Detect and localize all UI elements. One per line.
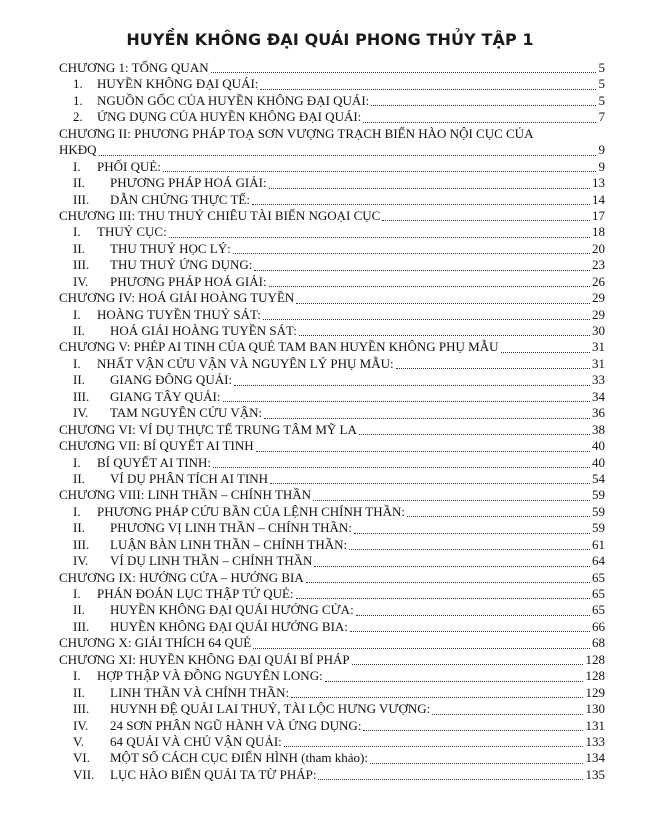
toc-page-number: 40 bbox=[592, 438, 605, 454]
toc-item-row[interactable] bbox=[59, 685, 605, 701]
toc-page-number: 40 bbox=[592, 454, 605, 470]
toc-page-number: 68 bbox=[592, 635, 605, 651]
toc-entry-text: HOÁ GIẢI HOÀNG TUYỀN SÁT: bbox=[110, 323, 297, 338]
toc-page-number: 59 bbox=[592, 503, 605, 519]
toc-item-row[interactable] bbox=[59, 175, 605, 191]
toc-page-number: 5 bbox=[598, 92, 605, 108]
dot-leader bbox=[163, 171, 596, 172]
toc-entry-text: CHƯƠNG IV: HOÁ GIẢI HOÀNG TUYỀN bbox=[59, 290, 295, 306]
dot-leader bbox=[306, 582, 590, 583]
toc-item-row[interactable] bbox=[59, 767, 605, 783]
dot-leader bbox=[256, 451, 590, 452]
toc-page-number: 59 bbox=[592, 487, 605, 503]
toc-page-number: 33 bbox=[592, 372, 605, 388]
toc-item-number: I. bbox=[73, 668, 81, 684]
toc-item-number: IV. bbox=[73, 405, 89, 421]
toc-chapter-row[interactable] bbox=[59, 290, 605, 306]
dot-leader bbox=[169, 237, 590, 238]
toc-entry-text: CHƯƠNG II: PHƯƠNG PHÁP TOẠ SƠN VƯỢNG TRẠCH BIẾN HÀO NỘI CỤC CỦA bbox=[59, 125, 534, 141]
toc-entry-text: LỤC HÀO BIẾN QUẢI TA TỪ PHÁP: bbox=[110, 766, 317, 782]
toc-entry-text: LUẬN BÀN LINH THẦN – CHÍNH THẦN: bbox=[110, 536, 348, 552]
dot-leader bbox=[350, 631, 590, 632]
dot-leader bbox=[233, 253, 590, 254]
toc-page-number: 5 bbox=[598, 76, 605, 92]
toc-page-number: 38 bbox=[592, 421, 605, 437]
dot-leader bbox=[359, 434, 590, 435]
toc-page-number: 30 bbox=[592, 323, 605, 338]
toc-entry-text: CHƯƠNG VIII: LINH THẦN – CHÍNH THẦN bbox=[59, 487, 312, 503]
toc-entry-text: ỨNG DỤNG CỦA HUYỀN KHÔNG ĐẠI QUÁI: bbox=[97, 109, 362, 125]
toc-item-number: II. bbox=[73, 470, 85, 486]
toc-item-row[interactable] bbox=[59, 520, 605, 536]
toc-page-number: 5 bbox=[598, 60, 605, 75]
dot-leader bbox=[318, 779, 583, 780]
toc-item-number: II. bbox=[73, 175, 85, 191]
toc-item-number: II. bbox=[73, 323, 85, 338]
toc-chapter-row[interactable] bbox=[59, 635, 605, 651]
toc-item-row[interactable] bbox=[59, 224, 605, 240]
toc-page-number: 128 bbox=[585, 668, 605, 684]
toc-item-row[interactable] bbox=[59, 307, 605, 323]
dot-leader bbox=[99, 155, 596, 156]
dot-leader bbox=[356, 615, 590, 616]
toc-entry-text: PHƯƠNG PHÁP HOÁ GIẢI: bbox=[110, 273, 267, 289]
toc-entry-text: MỘT SỐ CÁCH CỤC ĐIỂN HÌNH (tham khảo): bbox=[110, 750, 368, 766]
toc-page-number: 26 bbox=[592, 273, 605, 289]
dot-leader bbox=[291, 697, 583, 698]
toc-chapter-row[interactable] bbox=[59, 339, 605, 355]
toc-item-number: 1. bbox=[73, 76, 83, 92]
toc-page-number: 130 bbox=[585, 701, 605, 717]
toc-page-number: 9 bbox=[598, 158, 605, 174]
toc-entry-text: TAM NGUYÊN CỬU VẬN: bbox=[110, 405, 263, 421]
dot-leader bbox=[260, 89, 596, 90]
toc-item-row[interactable] bbox=[59, 274, 605, 290]
toc-item-number: II. bbox=[73, 240, 85, 256]
toc-page-number: 34 bbox=[592, 388, 605, 404]
dot-leader bbox=[269, 188, 590, 189]
toc-chapter-row[interactable] bbox=[59, 487, 605, 503]
toc-page-number: 7 bbox=[598, 109, 605, 125]
toc-chapter-row[interactable] bbox=[59, 438, 605, 454]
toc-entry-text: HUYỀN KHÔNG ĐẠI QUÁI HƯỚNG CỬA: bbox=[110, 602, 354, 618]
dot-leader bbox=[501, 352, 590, 353]
dot-leader bbox=[284, 746, 583, 747]
toc-item-row[interactable] bbox=[59, 504, 605, 520]
toc-page-number: 131 bbox=[585, 717, 605, 733]
toc-chapter-row[interactable] bbox=[59, 142, 605, 158]
toc-page-number: 36 bbox=[592, 405, 605, 421]
toc-item-row[interactable] bbox=[59, 356, 605, 372]
toc-page-number: 134 bbox=[585, 750, 605, 766]
dot-leader bbox=[363, 122, 596, 123]
toc-entry-text: HỢP THẬP VÀ ĐỒNG NGUYÊN LONG: bbox=[97, 668, 323, 684]
toc-entry-text: CHƯƠNG 1: TỔNG QUAN bbox=[59, 60, 209, 75]
toc-item-row[interactable] bbox=[59, 455, 605, 471]
toc-chapter-row[interactable] bbox=[59, 208, 605, 224]
toc-item-number: III. bbox=[73, 191, 90, 207]
toc-page-number: 128 bbox=[585, 651, 605, 667]
toc-entry-text: 24 SƠN PHÂN NGŨ HÀNH VÀ ỨNG DỤNG: bbox=[110, 717, 362, 733]
toc-item-number: 1. bbox=[73, 92, 83, 108]
toc-entry-text: CHƯƠNG V: PHÉP AI TINH CỦA QUẺ TAM BAN HUYỀN KHÔNG PHỤ MẪU bbox=[59, 339, 499, 355]
toc-entry-text: LINH THẦN VÀ CHÍNH THẦN: bbox=[110, 684, 290, 700]
toc-chapter-row[interactable] bbox=[59, 126, 605, 142]
toc-item-row[interactable] bbox=[59, 750, 605, 766]
toc-page-number: 65 bbox=[592, 586, 605, 601]
dot-leader bbox=[363, 730, 583, 731]
toc-entry-text: NHẤT VẬN CỬU VẬN VÀ NGUYÊN LÝ PHỤ MẪU: bbox=[97, 355, 394, 371]
toc-item-row[interactable] bbox=[59, 257, 605, 273]
dot-leader bbox=[432, 714, 583, 715]
toc-page-number: 31 bbox=[592, 355, 605, 371]
toc-entry-text: PHƯƠNG PHÁP CỨU BẦN CỦA LỆNH CHÍNH THẦN: bbox=[97, 503, 406, 519]
toc-item-row[interactable] bbox=[59, 701, 605, 717]
dot-leader bbox=[264, 418, 590, 419]
toc-item-number: IV. bbox=[73, 273, 89, 289]
toc-item-number: 2. bbox=[73, 109, 83, 125]
dot-leader bbox=[296, 303, 590, 304]
toc-page-number: 17 bbox=[592, 207, 605, 223]
toc-entry-text: CHƯƠNG VI: VÍ DỤ THỰC TẾ TRUNG TÂM MỸ LA bbox=[59, 421, 357, 437]
toc-item-number: I. bbox=[73, 158, 81, 174]
dot-leader bbox=[396, 368, 590, 369]
toc-page-number: 18 bbox=[592, 224, 605, 240]
toc-item-row[interactable] bbox=[59, 668, 605, 684]
dot-leader bbox=[299, 335, 590, 336]
toc-entry-text: PHÁN ĐOÁN LỤC THẬP TỨ QUẺ: bbox=[97, 586, 294, 601]
dot-leader bbox=[213, 467, 590, 468]
toc-entry-text: HUYNH ĐỆ QUẢI LAI THUỶ, TÀI LỘC HƯNG VƯỢNG: bbox=[110, 701, 431, 717]
toc-entry-text: VÍ DỤ LINH THẦN – CHÍNH THẦN bbox=[110, 553, 313, 569]
toc-chapter-row[interactable] bbox=[59, 60, 605, 76]
dot-leader bbox=[211, 72, 596, 73]
toc-item-row[interactable] bbox=[59, 586, 605, 602]
toc-item-number: III. bbox=[73, 618, 90, 634]
toc-entry-text: CHƯƠNG IX: HƯỚNG CỬA – HƯỚNG BIA bbox=[59, 569, 304, 585]
toc-item-number: VII. bbox=[73, 766, 95, 782]
dot-leader bbox=[382, 220, 590, 221]
dot-leader bbox=[234, 385, 590, 386]
dot-leader bbox=[349, 549, 590, 550]
toc-item-row[interactable] bbox=[59, 537, 605, 553]
toc-item-number: I. bbox=[73, 306, 81, 322]
toc-item-row[interactable] bbox=[59, 405, 605, 421]
toc-item-number: II. bbox=[73, 602, 85, 618]
toc-item-row[interactable] bbox=[59, 718, 605, 734]
toc-entry-text: CHƯƠNG VII: BÍ QUYẾT AI TINH bbox=[59, 438, 254, 454]
toc-item-row[interactable] bbox=[59, 241, 605, 257]
dot-leader bbox=[352, 664, 583, 665]
toc-item-row[interactable] bbox=[59, 372, 605, 388]
toc-item-number: III. bbox=[73, 388, 90, 404]
toc-entry-text: CHƯƠNG III: THU THUỶ CHIÊU TÀI BIẾN NGOẠI CỤC bbox=[59, 207, 381, 223]
toc-item-number: II. bbox=[73, 520, 85, 536]
toc-page-number: 66 bbox=[592, 618, 605, 634]
toc-item-row[interactable] bbox=[59, 619, 605, 635]
toc-item-number: I. bbox=[73, 355, 81, 371]
toc-item-number: I. bbox=[73, 454, 81, 470]
toc-chapter-row[interactable] bbox=[59, 422, 605, 438]
toc-item-number: III. bbox=[73, 257, 90, 273]
dot-leader bbox=[269, 286, 590, 287]
toc-item-number: IV. bbox=[73, 717, 89, 733]
toc-item-row[interactable] bbox=[59, 734, 605, 750]
dot-leader bbox=[314, 566, 590, 567]
toc-item-row[interactable] bbox=[59, 323, 605, 339]
toc-entry-text: HUYỀN KHÔNG ĐẠI QUÁI HƯỚNG BIA: bbox=[110, 618, 348, 634]
toc-entry-text: GIANG ĐÔNG QUẢI: bbox=[110, 372, 233, 388]
dot-leader bbox=[313, 500, 590, 501]
toc-item-row[interactable] bbox=[59, 76, 605, 92]
toc-item-number: I. bbox=[73, 503, 81, 519]
toc-item-number: I. bbox=[73, 586, 81, 601]
toc-entry-text: HKĐQ bbox=[59, 142, 97, 158]
toc-item-number: II. bbox=[73, 372, 85, 388]
toc-item-number: IV. bbox=[73, 553, 89, 569]
toc-entry-text: HUYỀN KHÔNG ĐẠI QUÁI: bbox=[97, 76, 259, 92]
toc-item-row[interactable] bbox=[59, 602, 605, 618]
toc-page-number: 65 bbox=[592, 602, 605, 618]
toc-item-number: III. bbox=[73, 536, 90, 552]
toc-entry-text: THU THUỶ HỌC LÝ: bbox=[110, 240, 231, 256]
toc-page-number: 135 bbox=[585, 766, 605, 782]
toc-page-number: 23 bbox=[592, 257, 605, 273]
toc-chapter-row[interactable] bbox=[59, 652, 605, 668]
toc-entry-text: PHƯƠNG VỊ LINH THẦN – CHÍNH THẦN: bbox=[110, 520, 352, 536]
toc-page-number: 29 bbox=[592, 290, 605, 306]
toc-entry-text: PHƯƠNG PHÁP HOÁ GIẢI: bbox=[110, 175, 267, 191]
dot-leader bbox=[354, 533, 590, 534]
toc-entry-text: VÍ DỤ PHÂN TÍCH AI TINH bbox=[110, 470, 269, 486]
dot-leader bbox=[263, 319, 590, 320]
toc-item-row[interactable] bbox=[59, 159, 605, 175]
toc-entry-text: DẪN CHỨNG THỰC TẾ: bbox=[110, 191, 250, 207]
toc-page-number: 64 bbox=[592, 553, 605, 569]
toc-page-number: 13 bbox=[592, 175, 605, 191]
toc-item-number: III. bbox=[73, 701, 90, 717]
toc-entry-text: THU THUỶ ỨNG DỤNG: bbox=[110, 257, 253, 273]
toc-entry-text: THUỶ CỤC: bbox=[97, 224, 167, 240]
toc-page-number: 14 bbox=[592, 191, 605, 207]
toc-item-number: VI. bbox=[73, 750, 90, 766]
toc-entry-text: CHƯƠNG XI: HUYỀN KHÔNG ĐẠI QUÁI BÍ PHÁP bbox=[59, 651, 350, 667]
toc-item-row[interactable] bbox=[59, 109, 605, 125]
dot-leader bbox=[371, 105, 596, 106]
toc-entry-text: BÍ QUYẾT AI TINH: bbox=[97, 454, 211, 470]
dot-leader bbox=[370, 763, 583, 764]
toc-entry-text: GIANG TÂY QUẢI: bbox=[110, 388, 221, 404]
toc-entry-text: PHỐI QUẺ: bbox=[97, 158, 161, 174]
toc-item-row[interactable] bbox=[59, 471, 605, 487]
dot-leader bbox=[254, 270, 590, 271]
dot-leader bbox=[296, 598, 590, 599]
table-of-contents bbox=[59, 60, 605, 783]
toc-page-number: 59 bbox=[592, 520, 605, 536]
toc-entry-text: CHƯƠNG X: GIẢI THÍCH 64 QUẺ bbox=[59, 635, 252, 651]
toc-page-number: 133 bbox=[585, 733, 605, 749]
toc-chapter-row[interactable] bbox=[59, 570, 605, 586]
dot-leader bbox=[325, 681, 583, 682]
dot-leader bbox=[253, 648, 590, 649]
dot-leader bbox=[223, 401, 590, 402]
toc-page-number: 65 bbox=[592, 569, 605, 585]
toc-item-row[interactable] bbox=[59, 553, 605, 569]
toc-item-row[interactable] bbox=[59, 93, 605, 109]
dot-leader bbox=[270, 483, 590, 484]
toc-item-number: V. bbox=[73, 733, 84, 749]
toc-page-number: 29 bbox=[592, 306, 605, 322]
toc-item-number: I. bbox=[73, 224, 81, 240]
toc-item-number: II. bbox=[73, 684, 85, 700]
toc-entry-text: 64 QUẢI VÀ CHỦ VẬN QUẢI: bbox=[110, 733, 282, 749]
toc-item-row[interactable] bbox=[59, 192, 605, 208]
toc-item-row[interactable] bbox=[59, 389, 605, 405]
toc-page-number: 31 bbox=[592, 339, 605, 355]
dot-leader bbox=[407, 516, 590, 517]
toc-page-number: 9 bbox=[598, 142, 605, 158]
toc-entry-text: HOÀNG TUYỀN THUỶ SÁT: bbox=[97, 306, 261, 322]
dot-leader bbox=[252, 204, 590, 205]
toc-page-number: 129 bbox=[585, 684, 605, 700]
document-title: HUYỀN KHÔNG ĐẠI QUÁI PHONG THỦY TẬP 1 bbox=[126, 30, 534, 49]
toc-page-number: 61 bbox=[592, 536, 605, 552]
toc-page-number: 20 bbox=[592, 240, 605, 256]
toc-page-number: 54 bbox=[592, 470, 605, 486]
toc-entry-text: NGUỒN GỐC CỦA HUYỀN KHÔNG ĐẠI QUÁI: bbox=[97, 92, 370, 108]
